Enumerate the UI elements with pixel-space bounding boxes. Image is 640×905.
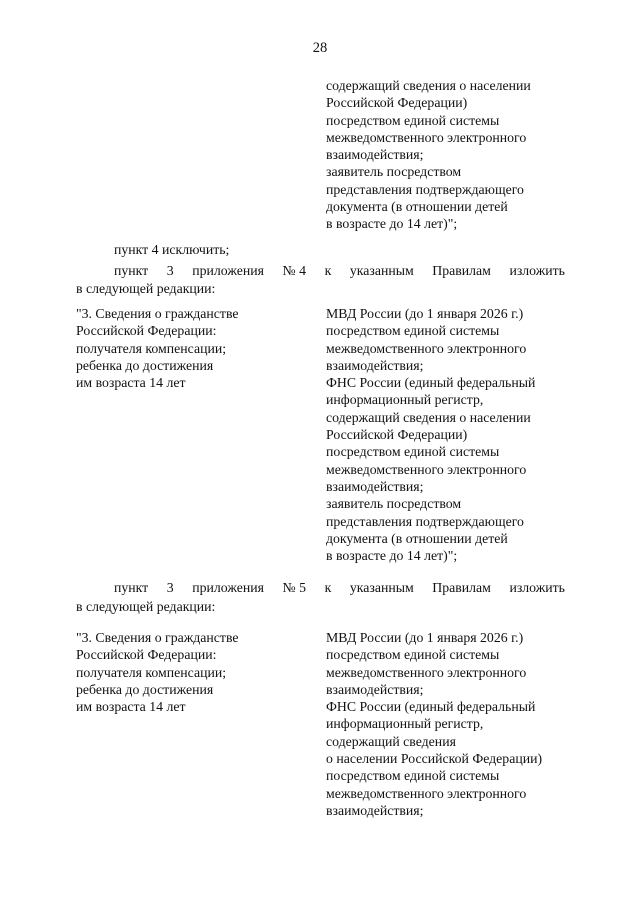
text-line: посредством единой системы [326,768,500,784]
text-line: взаимодействия; [326,478,424,494]
word: к [324,263,332,278]
word: № 4 [282,263,307,278]
text-line: документа (в отношении детей [326,199,508,215]
word: 3 [166,580,174,595]
paragraph-app5 [114,579,565,596]
word: пункт [114,580,149,595]
word: указанным [349,580,414,595]
text-line: им возраста 14 лет [76,375,186,391]
app4-left-column [76,305,239,391]
text-line: Российской Федерации: [76,323,217,339]
text-line: содержащий сведения [326,733,456,749]
text-line: в возрасте до 14 лет)"; [326,548,458,564]
text-line: представления подтверждающего [326,181,524,197]
paragraph-app4-continuation: в следующей редакции: [76,281,216,296]
paragraph-exclude: пункт 4 исключить; [114,242,230,257]
text-line: ребенка до достижения [76,681,214,697]
word: № 5 [282,580,307,595]
word: изложить [509,263,565,278]
text-line: информационный регистр, [326,392,484,408]
text-line: заявитель посредством [326,496,462,512]
app4-right-column [326,305,535,564]
word: приложения [192,263,264,278]
paragraph-app5-continuation: в следующей редакции: [76,599,216,614]
text-line: межведомственного электронного [326,664,527,680]
word: Правилам [432,580,491,595]
text-line: в возрасте до 14 лет)"; [326,216,458,232]
text-line: межведомственного электронного [326,785,527,801]
text-line: посредством единой системы [326,444,500,460]
text-line: получателя компенсации; [76,340,227,356]
text-line: МВД России (до 1 января 2026 г.) [326,306,524,321]
text-line: представления подтверждающего [326,513,524,529]
page-number: 28 [312,40,328,56]
text-line: взаимодействия; [326,802,424,818]
app5-left-column [76,629,239,715]
text-line: Российской Федерации) [326,427,468,443]
text-line: ФНС России (единый федеральный [326,375,536,391]
text-line: взаимодействия; [326,681,424,697]
text-line: Российской Федерации) [326,95,468,111]
text-line: документа (в отношении детей [326,530,508,546]
text-line: МВД России (до 1 января 2026 г.) [326,630,524,645]
text-line: о населении Российской Федерации) [326,751,543,767]
text-line: получателя компенсации; [76,664,227,680]
word: 3 [166,263,174,278]
text-line: межведомственного электронного [326,461,527,477]
text-line: им возраста 14 лет [76,699,186,715]
text-line: посредством единой системы [326,647,500,663]
word: указанным [349,263,414,278]
text-line: межведомственного электронного [326,129,527,145]
word: изложить [509,580,565,595]
word: Правилам [432,263,491,278]
word: пункт [114,263,149,278]
app5-right-column [326,629,542,819]
text-line: заявитель посредством [326,164,462,180]
word: к [324,580,332,595]
text-line: межведомственного электронного [326,340,527,356]
text-line: взаимодействия; [326,357,424,373]
text-line: Российской Федерации: [76,647,217,663]
text-line: содержащий сведения о населении [326,409,531,425]
word: приложения [192,580,264,595]
top-right-column [326,77,531,233]
paragraph-app4 [114,262,565,279]
text-line: информационный регистр, [326,716,484,732]
text-line: ФНС России (единый федеральный [326,699,536,715]
text-line: "3. Сведения о гражданстве [76,630,239,645]
text-line: посредством единой системы [326,323,500,339]
text-line: "3. Сведения о гражданстве [76,306,239,321]
text-line: содержащий сведения о населении [326,78,531,93]
text-line: взаимодействия; [326,147,424,163]
text-line: ребенка до достижения [76,357,214,373]
text-line: посредством единой системы [326,112,500,128]
